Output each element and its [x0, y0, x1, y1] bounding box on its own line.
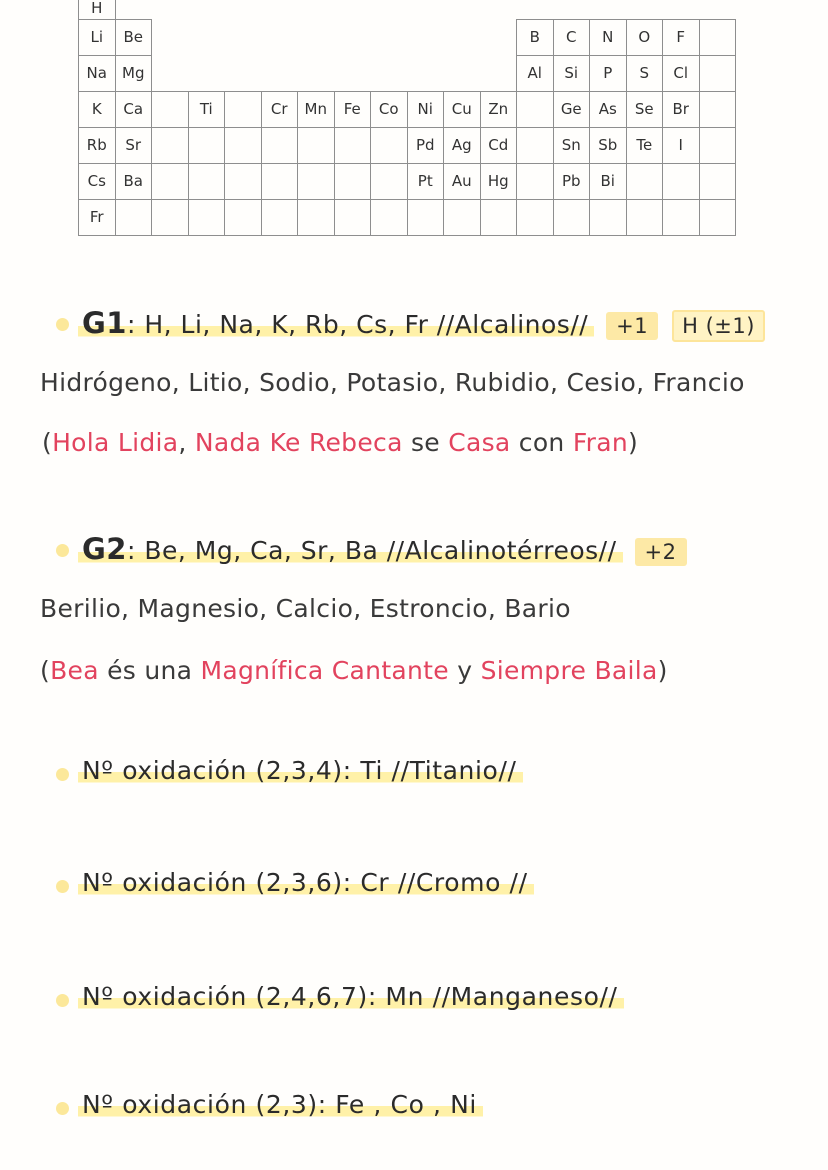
- oxidation-text: Nº oxidación (2,3,4): Ti //Titanio//: [78, 756, 523, 785]
- element-cell: Ge: [553, 92, 590, 128]
- g2-names: Berilio, Magnesio, Calcio, Estroncio, Bario: [40, 594, 571, 623]
- element-cell: [188, 56, 225, 92]
- mnemonic-text: se: [402, 428, 449, 457]
- element-cell: Fr: [79, 200, 116, 236]
- element-cell: [407, 0, 444, 20]
- oxidation-text: Nº oxidación (2,3): Fe , Co , Ni: [78, 1090, 483, 1119]
- element-cell: [371, 20, 408, 56]
- element-cell: [152, 92, 189, 128]
- element-cell: [699, 0, 736, 20]
- element-cell: [225, 0, 262, 20]
- periodic-row: [79, 200, 736, 236]
- element-cell: Ti: [188, 92, 225, 128]
- oxidation-text: Nº oxidación (2,4,6,7): Mn //Manganeso//: [78, 982, 624, 1011]
- oxidation-line-ti: [78, 756, 523, 785]
- element-cell: [699, 128, 736, 164]
- oxidation-text: Nº oxidación (2,3,6): Cr //Cromo //: [78, 868, 534, 897]
- h-charge-badge: H (±1): [672, 310, 765, 342]
- element-cell: [225, 200, 262, 236]
- element-cell: [261, 56, 298, 92]
- element-cell: [261, 200, 298, 236]
- element-cell: [407, 200, 444, 236]
- mnemonic-text: con: [510, 428, 573, 457]
- element-cell: [225, 20, 262, 56]
- g1-label: G1: [82, 306, 127, 340]
- g1-mnemonic: [42, 428, 638, 457]
- periodic-row: [79, 56, 736, 92]
- element-cell: [663, 0, 700, 20]
- element-cell: [188, 200, 225, 236]
- mnemonic-text: y: [448, 656, 481, 685]
- g2-charge-badge: +2: [635, 538, 687, 566]
- element-cell: [188, 20, 225, 56]
- element-cell: Be: [115, 20, 152, 56]
- element-cell: [188, 164, 225, 200]
- element-cell: [152, 200, 189, 236]
- element-cell: [699, 92, 736, 128]
- element-cell: [480, 20, 517, 56]
- element-cell: [699, 56, 736, 92]
- element-cell: [590, 0, 627, 20]
- g1-names: Hidrógeno, Litio, Sodio, Potasio, Rubidio, Cesio, Francio: [40, 368, 745, 397]
- element-cell: [152, 128, 189, 164]
- element-cell: P: [590, 56, 627, 92]
- mnemonic-word: Fran: [572, 428, 629, 457]
- element-cell: [699, 20, 736, 56]
- element-cell: Bi: [590, 164, 627, 200]
- element-cell: O: [626, 20, 663, 56]
- element-cell: As: [590, 92, 627, 128]
- mnemonic-word: Magnífica: [200, 656, 324, 685]
- element-cell: [188, 0, 225, 20]
- bullet-icon: [56, 1102, 69, 1115]
- element-cell: Ba: [115, 164, 152, 200]
- element-cell: [371, 164, 408, 200]
- element-cell: [225, 164, 262, 200]
- element-cell: H: [79, 0, 116, 20]
- element-cell: Si: [553, 56, 590, 92]
- element-cell: [298, 200, 335, 236]
- element-cell: [334, 56, 371, 92]
- element-cell: [371, 200, 408, 236]
- element-cell: Sn: [553, 128, 590, 164]
- element-cell: [115, 0, 152, 20]
- element-cell: F: [663, 20, 700, 56]
- periodic-table: [78, 0, 736, 236]
- element-cell: [152, 20, 189, 56]
- mnemonic-text: ,: [178, 428, 195, 457]
- bullet-icon: [56, 318, 69, 331]
- oxidation-line-fe-co-ni: [78, 1090, 483, 1119]
- g2-heading: [78, 532, 687, 566]
- element-cell: Fe: [334, 92, 371, 128]
- element-cell: [298, 128, 335, 164]
- element-cell: [261, 164, 298, 200]
- element-cell: Se: [626, 92, 663, 128]
- element-cell: Ni: [407, 92, 444, 128]
- periodic-row: [79, 92, 736, 128]
- element-cell: Te: [626, 128, 663, 164]
- g2-label: G2: [82, 532, 127, 566]
- element-cell: [407, 56, 444, 92]
- element-cell: Br: [663, 92, 700, 128]
- element-cell: [298, 20, 335, 56]
- periodic-row: [79, 164, 736, 200]
- element-cell: Mn: [298, 92, 335, 128]
- element-cell: B: [517, 20, 554, 56]
- element-cell: [517, 200, 554, 236]
- element-cell: [334, 200, 371, 236]
- element-cell: [553, 200, 590, 236]
- g2-elements: : Be, Mg, Ca, Sr, Ba //Alcalinotérreos//: [126, 536, 617, 565]
- mnemonic-word: Cantante: [331, 656, 449, 685]
- element-cell: Rb: [79, 128, 116, 164]
- element-cell: [225, 92, 262, 128]
- oxidation-line-mn: [78, 982, 624, 1011]
- element-cell: Sr: [115, 128, 152, 164]
- element-cell: [626, 200, 663, 236]
- element-cell: [188, 128, 225, 164]
- mnemonic-word: Ke: [269, 428, 301, 457]
- element-cell: [261, 128, 298, 164]
- mnemonic-word: Casa: [448, 428, 511, 457]
- element-cell: [444, 200, 481, 236]
- bullet-icon: [56, 994, 69, 1007]
- element-cell: [371, 128, 408, 164]
- element-cell: Hg: [480, 164, 517, 200]
- element-cell: [517, 164, 554, 200]
- element-cell: [261, 0, 298, 20]
- oxidation-line-cr: [78, 868, 534, 897]
- element-cell: [225, 128, 262, 164]
- mnemonic-text: és una: [98, 656, 201, 685]
- mnemonic-word: Rebeca: [308, 428, 403, 457]
- element-cell: I: [663, 128, 700, 164]
- element-cell: Pt: [407, 164, 444, 200]
- element-cell: Sb: [590, 128, 627, 164]
- g1-elements: : H, Li, Na, K, Rb, Cs, Fr //Alcalinos//: [126, 310, 589, 339]
- element-cell: [590, 200, 627, 236]
- bullet-icon: [56, 880, 69, 893]
- element-cell: C: [553, 20, 590, 56]
- element-cell: [699, 200, 736, 236]
- element-cell: [517, 92, 554, 128]
- element-cell: Cr: [261, 92, 298, 128]
- element-cell: [225, 56, 262, 92]
- element-cell: Al: [517, 56, 554, 92]
- element-cell: [261, 20, 298, 56]
- element-cell: [553, 0, 590, 20]
- element-cell: [334, 0, 371, 20]
- element-cell: Ca: [115, 92, 152, 128]
- mnemonic-paren: ): [657, 656, 668, 685]
- element-cell: Na: [79, 56, 116, 92]
- element-cell: [152, 164, 189, 200]
- element-cell: [626, 0, 663, 20]
- mnemonic-word: Baila: [594, 656, 658, 685]
- g1-charge-badge: +1: [606, 312, 658, 340]
- mnemonic-paren: ): [628, 428, 639, 457]
- mnemonic-word: Hola: [52, 428, 110, 457]
- g1-heading: [78, 306, 765, 342]
- element-cell: [444, 56, 481, 92]
- element-cell: [480, 56, 517, 92]
- element-cell: [298, 164, 335, 200]
- mnemonic-paren: (: [42, 428, 53, 457]
- element-cell: [371, 0, 408, 20]
- bullet-icon: [56, 544, 69, 557]
- element-cell: [298, 0, 335, 20]
- element-cell: Ag: [444, 128, 481, 164]
- periodic-row: [79, 128, 736, 164]
- element-cell: [298, 56, 335, 92]
- g2-mnemonic: [40, 656, 668, 685]
- element-cell: Cu: [444, 92, 481, 128]
- mnemonic-word: Siempre: [480, 656, 587, 685]
- mnemonic-paren: (: [40, 656, 51, 685]
- element-cell: [626, 164, 663, 200]
- element-cell: [152, 0, 189, 20]
- element-cell: [371, 56, 408, 92]
- element-cell: Pd: [407, 128, 444, 164]
- element-cell: Li: [79, 20, 116, 56]
- mnemonic-word: Bea: [50, 656, 99, 685]
- element-cell: [480, 200, 517, 236]
- element-cell: Mg: [115, 56, 152, 92]
- element-cell: [663, 200, 700, 236]
- periodic-row: [79, 0, 736, 20]
- element-cell: Cd: [480, 128, 517, 164]
- element-cell: [517, 0, 554, 20]
- element-cell: Zn: [480, 92, 517, 128]
- element-cell: [663, 164, 700, 200]
- element-cell: Au: [444, 164, 481, 200]
- element-cell: Pb: [553, 164, 590, 200]
- element-cell: [152, 56, 189, 92]
- element-cell: [444, 20, 481, 56]
- element-cell: [334, 20, 371, 56]
- element-cell: [699, 164, 736, 200]
- element-cell: S: [626, 56, 663, 92]
- element-cell: [334, 128, 371, 164]
- element-cell: Cs: [79, 164, 116, 200]
- element-cell: [115, 200, 152, 236]
- element-cell: [480, 0, 517, 20]
- mnemonic-word: Lidia: [117, 428, 179, 457]
- bullet-icon: [56, 768, 69, 781]
- element-cell: K: [79, 92, 116, 128]
- mnemonic-word: Nada: [194, 428, 262, 457]
- element-cell: N: [590, 20, 627, 56]
- element-cell: Co: [371, 92, 408, 128]
- element-cell: Cl: [663, 56, 700, 92]
- element-cell: [444, 0, 481, 20]
- periodic-row: [79, 20, 736, 56]
- element-cell: [517, 128, 554, 164]
- element-cell: [334, 164, 371, 200]
- element-cell: [407, 20, 444, 56]
